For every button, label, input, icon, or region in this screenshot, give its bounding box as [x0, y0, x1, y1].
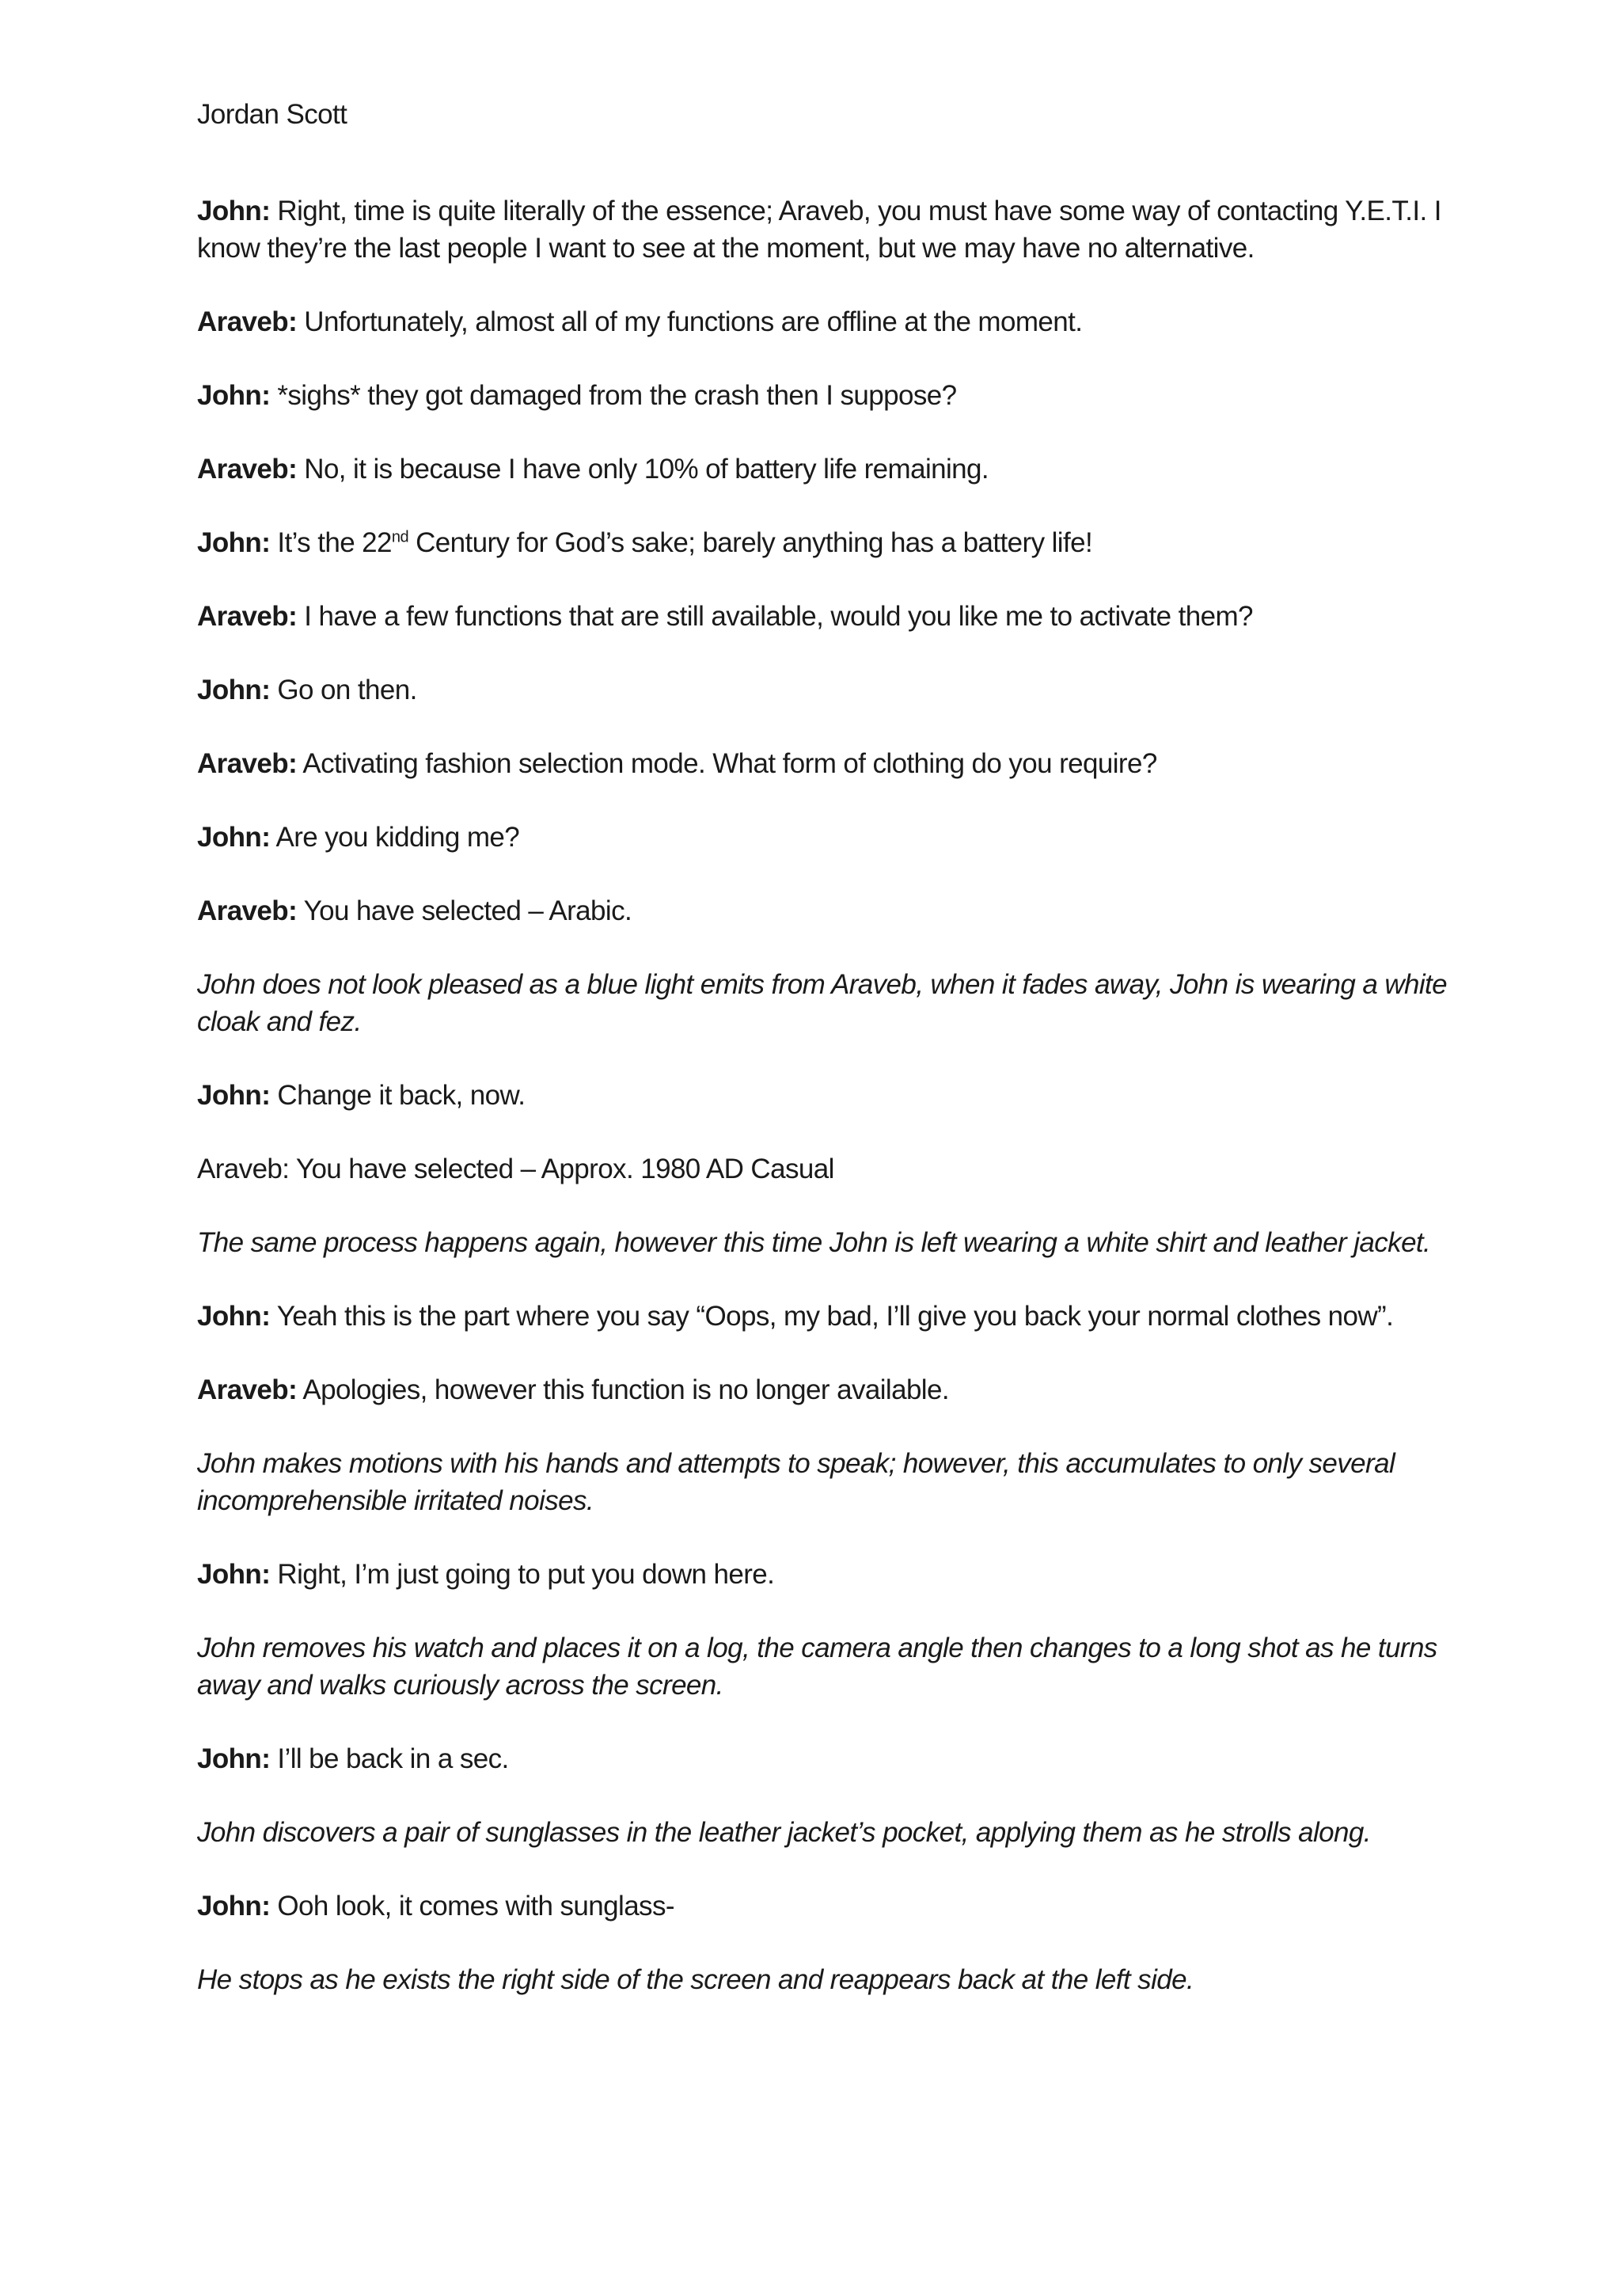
ordinal-superscript: nd: [391, 528, 408, 546]
dialogue-line: [197, 450, 1463, 488]
dialogue-text: You have selected – Arabic.: [297, 895, 632, 926]
dialogue-text: I’ll be back in a sec.: [270, 1743, 509, 1774]
author-name: Jordan Scott: [197, 99, 347, 130]
dialogue-line: [197, 1556, 1463, 1593]
speaker-name: John:: [197, 822, 271, 853]
dialogue-text: Apologies, however this function is no longer available.: [297, 1374, 949, 1405]
speaker-name: John:: [197, 675, 271, 705]
speaker-name: Araveb:: [197, 454, 298, 485]
dialogue-line: [197, 671, 1463, 709]
stage-direction: John removes his watch and places it on a log, the camera angle then changes to a long shot as he turns away and walks curiously across the screen.: [197, 1633, 1437, 1701]
speaker-name: John:: [197, 196, 271, 226]
speaker-name: John:: [197, 1559, 271, 1590]
stage-direction: John does not look pleased as a blue light emits from Araveb, when it fades away, John is wearing a white cloak and fez.: [197, 969, 1448, 1037]
script-body: [197, 192, 1463, 2035]
dialogue-text: Go on then.: [270, 675, 417, 705]
dialogue-text: Right, I’m just going to put you down here.: [270, 1559, 775, 1590]
dialogue-line: [197, 1740, 1463, 1777]
dialogue-line: [197, 524, 1463, 561]
dialogue-line: [197, 819, 1463, 856]
dialogue-line: [197, 598, 1463, 635]
speaker-name: Araveb:: [197, 306, 298, 337]
stage-direction: He stops as he exists the right side of the screen and reappears back at the left side.: [197, 1964, 1194, 1995]
speaker-name: Araveb:: [197, 601, 298, 632]
speaker-name: John:: [197, 527, 271, 558]
dialogue-text: Unfortunately, almost all of my functions are offline at the moment.: [297, 306, 1083, 337]
dialogue-line-plain: Araveb: You have selected – Approx. 1980 AD Casual: [197, 1154, 834, 1184]
speaker-name: John:: [197, 1743, 271, 1774]
dialogue-text: Century for God’s sake; barely anything has a battery life!: [408, 527, 1093, 558]
dialogue-text: Activating fashion selection mode. What form of clothing do you require?: [297, 748, 1157, 779]
dialogue-text: Ooh look, it comes with sunglass-: [270, 1891, 674, 1922]
speaker-name: John:: [197, 1891, 271, 1922]
speaker-name: Araveb:: [197, 895, 298, 926]
dialogue-line: [197, 1887, 1463, 1925]
stage-direction: John makes motions with his hands and attempts to speak; however, this accumulates to only several incomprehensible irritated noises.: [197, 1448, 1395, 1516]
dialogue-line: [197, 1077, 1463, 1114]
dialogue-text: I have a few functions that are still available, would you like me to activate them?: [297, 601, 1253, 632]
dialogue-line: [197, 303, 1463, 340]
dialogue-text: Change it back, now.: [270, 1080, 526, 1111]
speaker-name: John:: [197, 380, 271, 411]
dialogue-line: [197, 1371, 1463, 1408]
dialogue-line: [197, 192, 1463, 267]
dialogue-line: [197, 745, 1463, 782]
stage-direction: John discovers a pair of sunglasses in the leather jacket’s pocket, applying them as he strolls along.: [197, 1817, 1371, 1848]
dialogue-text: It’s the 22: [270, 527, 392, 558]
dialogue-text: Yeah this is the part where you say “Oops, my bad, I’ll give you back your normal clothes now”.: [270, 1301, 1394, 1332]
speaker-name: Araveb:: [197, 748, 298, 779]
dialogue-text: *sighs* they got damaged from the crash then I suppose?: [270, 380, 957, 411]
dialogue-text: Right, time is quite literally of the essence; Araveb, you must have some way of contacting Y.E.T.I. I know they’re the last people I want to see at the moment, but we may have no alternative.: [197, 196, 1441, 264]
dialogue-text: Are you kidding me?: [270, 822, 520, 853]
speaker-name: John:: [197, 1080, 271, 1111]
dialogue-text: No, it is because I have only 10% of battery life remaining.: [297, 454, 989, 485]
dialogue-line: [197, 377, 1463, 414]
speaker-name: John:: [197, 1301, 271, 1332]
stage-direction: The same process happens again, however this time John is left wearing a white shirt and leather jacket.: [197, 1227, 1431, 1258]
dialogue-line: [197, 1298, 1463, 1335]
dialogue-line: [197, 892, 1463, 929]
speaker-name: Araveb:: [197, 1374, 298, 1405]
